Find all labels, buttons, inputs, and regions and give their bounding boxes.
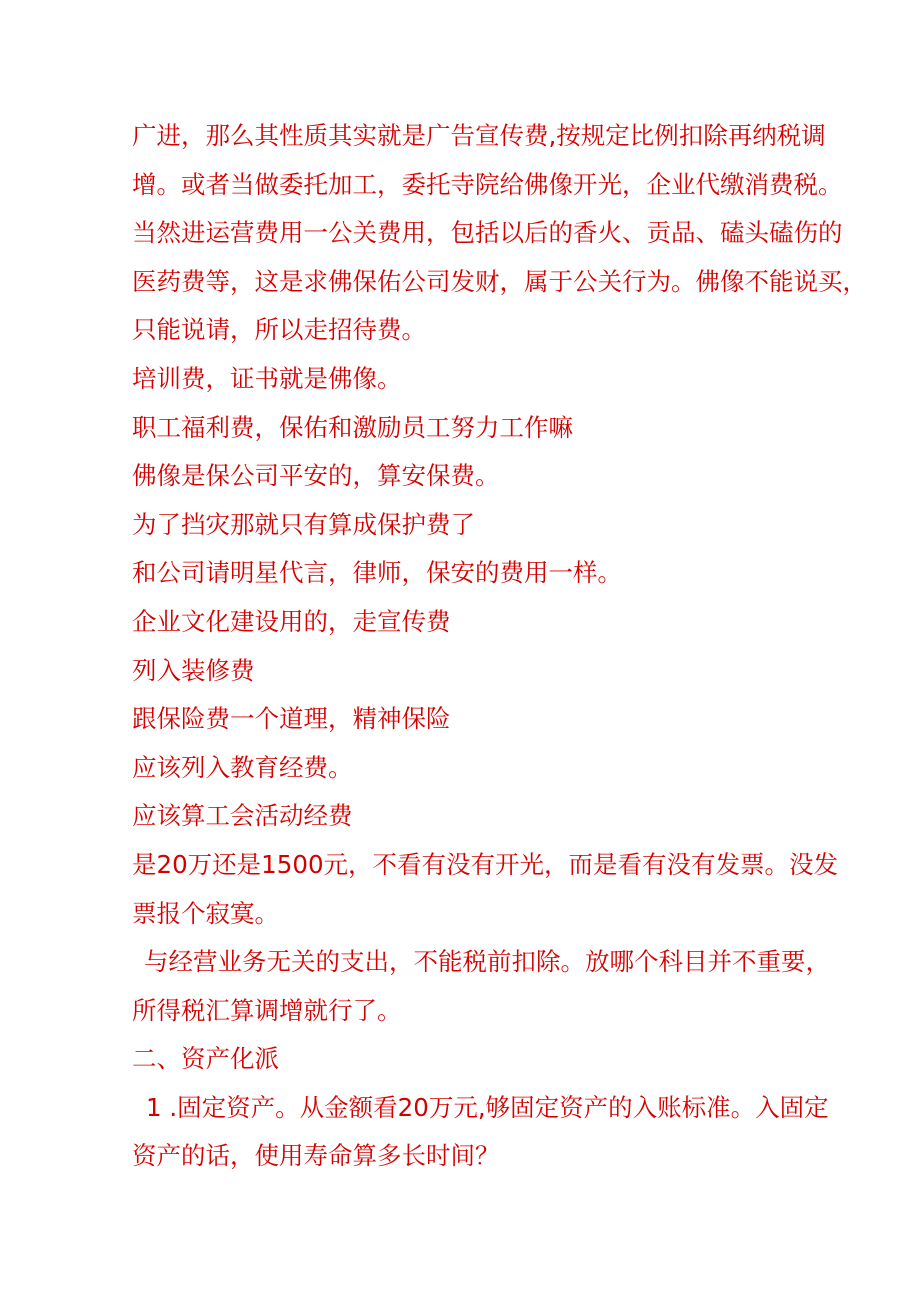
paragraph-line: 只能说请，所以走招待费。 (132, 315, 426, 345)
paragraph-line: 佛像是保公司平安的，算安保费。 (132, 461, 500, 491)
paragraph-line: 为了挡灾那就只有算成保护费了 (132, 509, 475, 539)
numbered-item: 1 .固定资产。从金额看20万元,够固定资产的入账标准。入固定 (146, 1092, 829, 1122)
section-heading: 二、资产化派 (132, 1044, 279, 1074)
paragraph-line: 应该算工会活动经费 (132, 801, 353, 831)
paragraph-line: 广进，那么其性质其实就是广告宣传费,按规定比例扣除再纳税调 (132, 121, 826, 150)
paragraph-line: 医药费等，这是求佛保佑公司发财，属于公关行为。佛像不能说买， (132, 266, 867, 296)
paragraph-line: 跟保险费一个道理，精神保险 (132, 704, 451, 734)
paragraph-line: 当然进运营费用一公关费用，包括以后的香火、贡品、磕头磕伤的 (132, 218, 843, 248)
paragraph-line: 企业文化建设用的，走宣传费 (132, 606, 451, 636)
paragraph-line: 列入装修费 (132, 655, 255, 685)
paragraph-line: 培训费，证书就是佛像。 (132, 363, 402, 393)
paragraph-line: 资产的话，使用寿命算多长时间？ (132, 1141, 500, 1171)
paragraph-line: 与经营业务无关的支出，不能税前扣除。放哪个科目并不重要， (144, 947, 830, 977)
document-body (132, 112, 867, 1181)
paragraph-line: 职工福利费，保佑和激励员工努力工作嘛 (132, 412, 573, 442)
paragraph-line: 和公司请明星代言，律师，保安的费用一样。 (132, 558, 622, 588)
paragraph-line: 增。或者当做委托加工，委托寺院给佛像开光，企业代缴消费税。 (132, 169, 843, 199)
paragraph-line: 票报个寂寞。 (132, 898, 279, 928)
paragraph-line: 是20万还是1500元，不看有没有开光，而是看有没有发票。没发 (132, 849, 839, 879)
paragraph-line: 所得税汇算调增就行了。 (132, 995, 402, 1025)
paragraph-line: 应该列入教育经费。 (132, 752, 353, 782)
